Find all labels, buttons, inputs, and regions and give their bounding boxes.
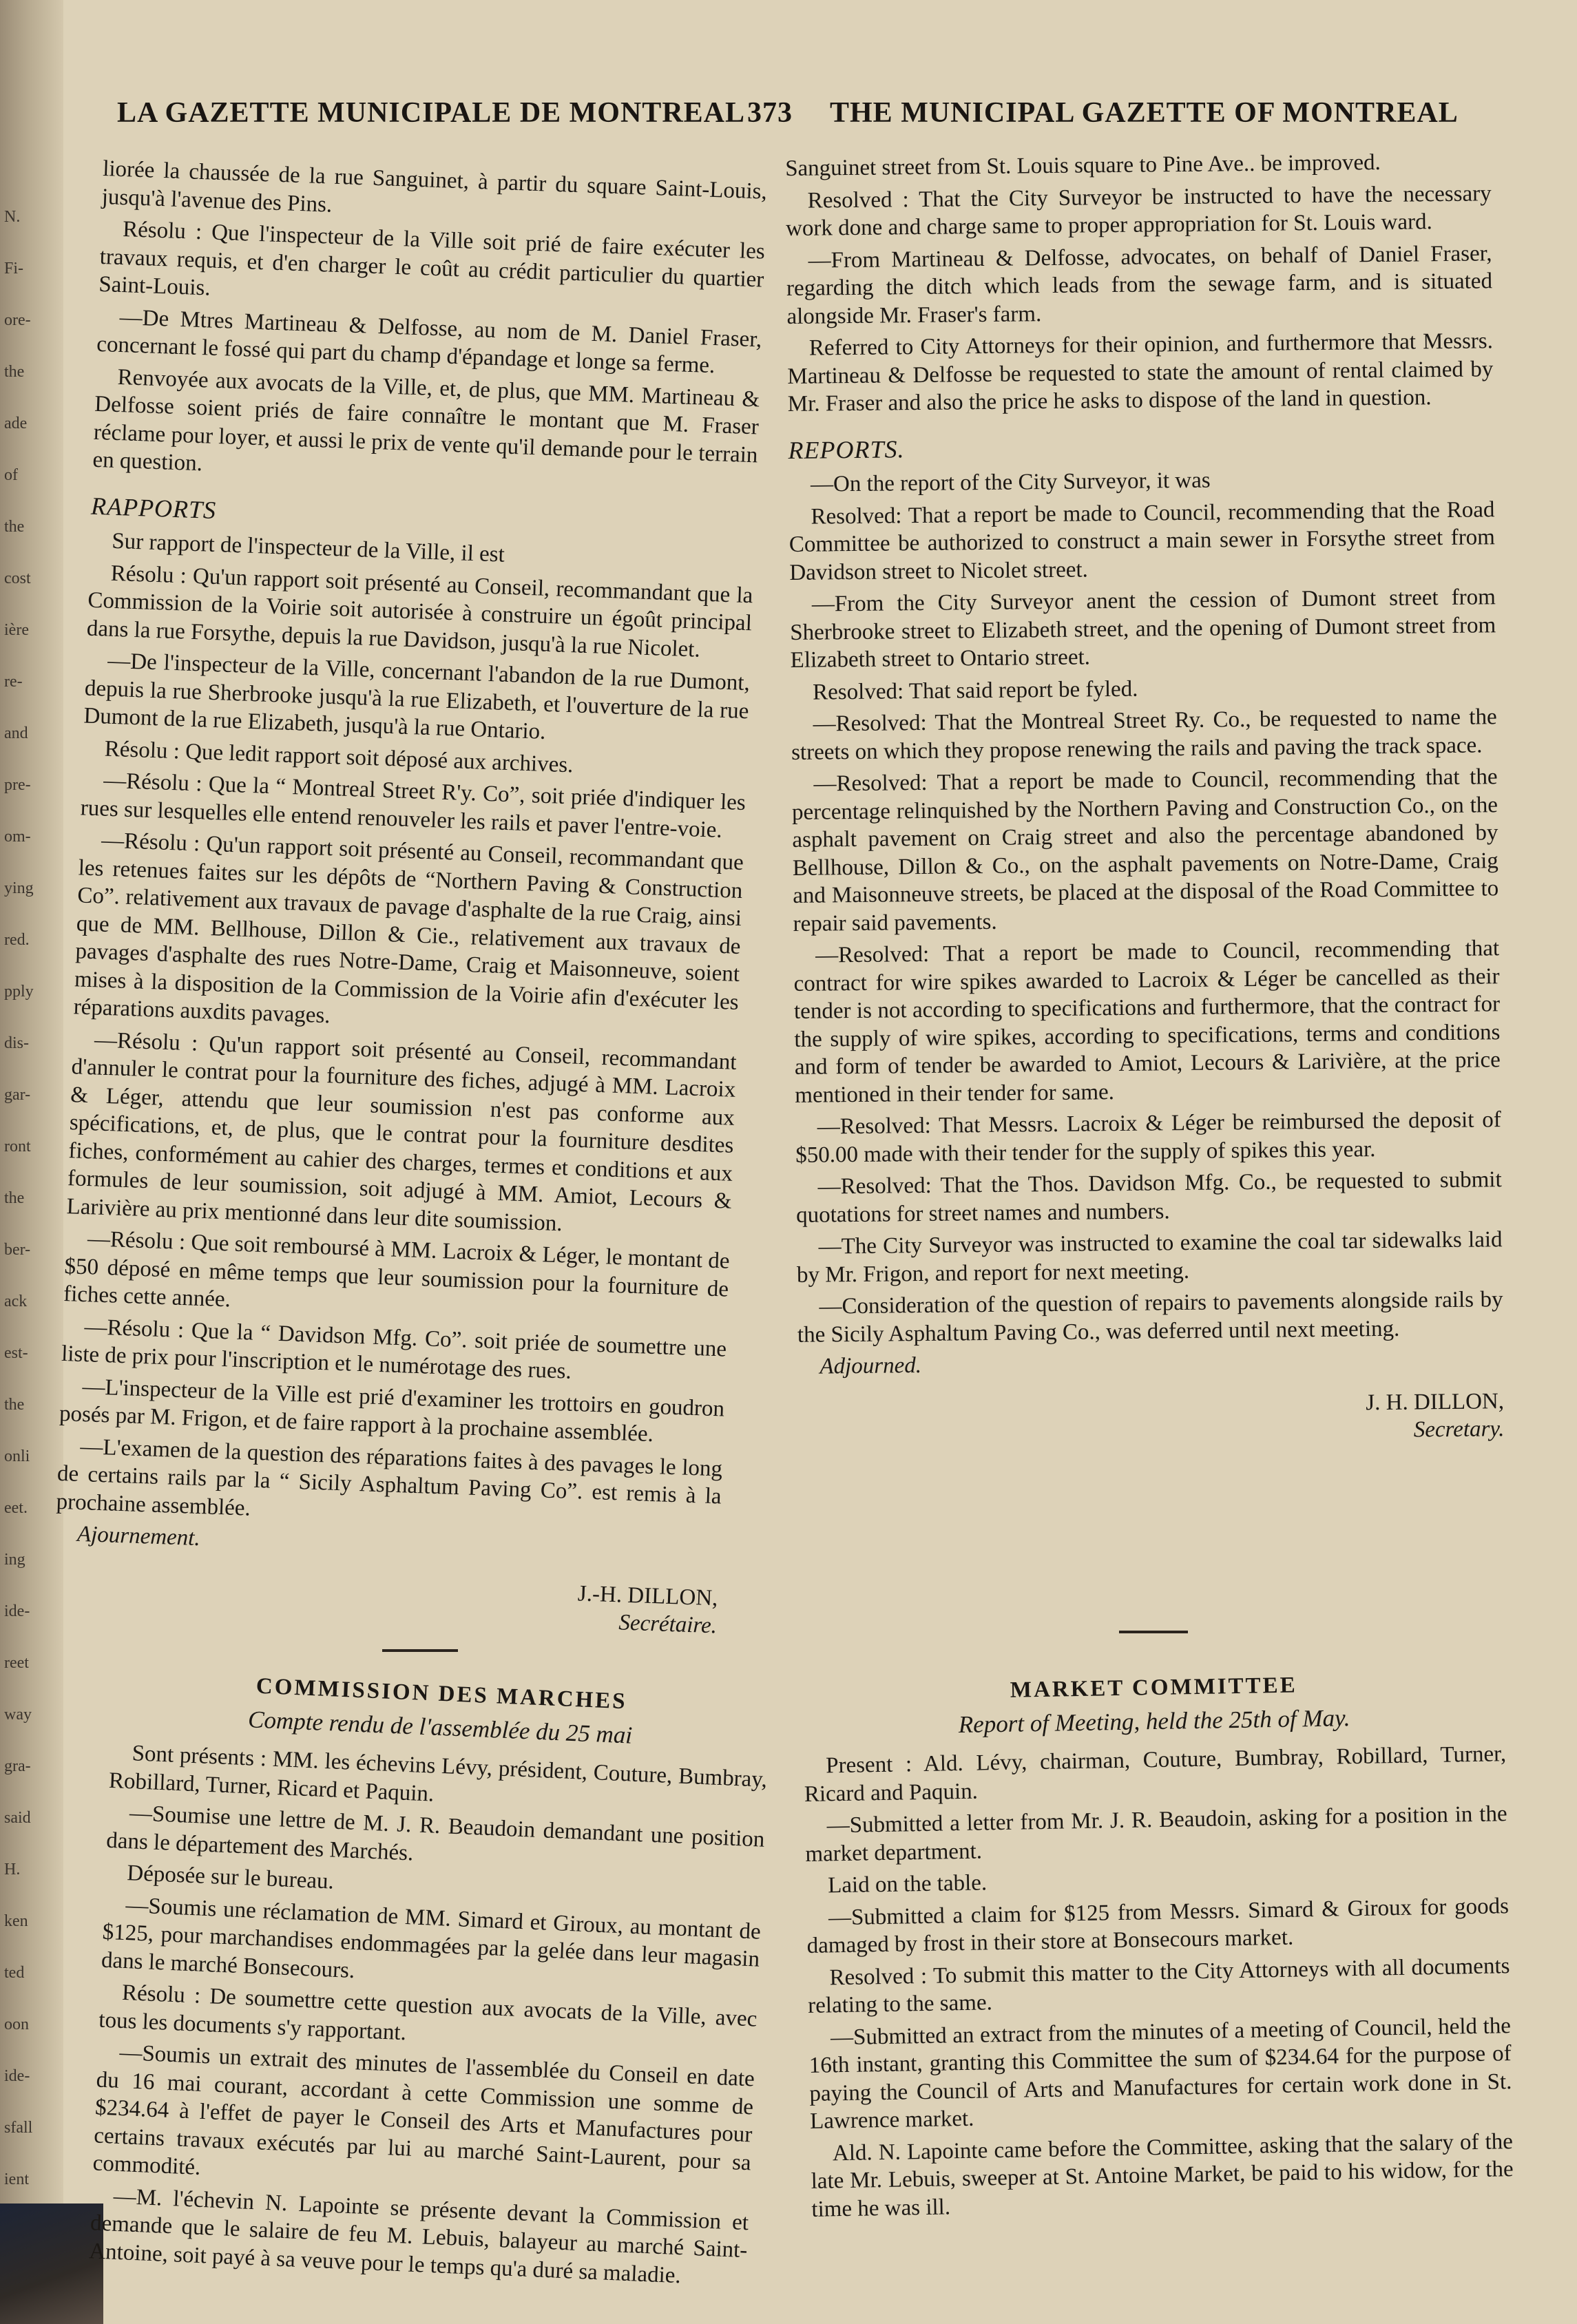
margin-fragment: of <box>4 466 18 484</box>
paragraph: Renvoyée aux avocats de la Ville, et, de plus, que MM. Martineau & Delfosse soient priés de faire connaître le montant que M. Fraser réclame pour loyer, et aussi le prix de vente qu'il demande pour le terrain en question. <box>92 364 760 477</box>
paragraph: Résolu : Que ledit rapport soit déposé aux archives. <box>104 736 574 777</box>
french-minutes-column <box>52 155 768 1640</box>
paragraph: Résolu : Qu'un rapport soit présenté au Conseil, recommandant que la Commission de la Voirie soit autorisée à construire un égoût principal dans la rue Forsythe, depuis la rue Davidson, jusqu'à la rue Nicolet. <box>86 561 753 662</box>
paragraph: Ald. N. Lapointe came before the Committee, asking that the salary of the late Mr. Lebuis, sweeper at St. Antoine Market, be paid to his widow, for the time he was ill. <box>811 2128 1514 2222</box>
french-market-committee <box>88 1666 771 2296</box>
margin-fragment: ber- <box>4 1241 31 1259</box>
paragraph: —Résolu : Qu'un rapport soit présenté au Conseil, recommandant que les retenues faites sur les dépôts de “Northern Paving & Construction Co”. relativement aux travaux de pavage d'asphalte de la rue Craig, ainsi que de MM. Bellhouse, Dillon & Cie., relativement aux travaux de pavages d'asphalte des rues Notre-Dame, Craig et Maisonneuve, soient mises à la disposition de la Commission de la Voirie afin d'exécuter les réparations auxdits pavages. <box>73 828 744 1029</box>
section-title-rapports: RAPPORTS <box>90 492 217 524</box>
margin-fragment: the <box>4 518 25 536</box>
margin-fragment: Fi- <box>4 260 24 278</box>
margin-fragment: N. <box>4 208 21 226</box>
margin-fragment: gra- <box>4 1757 31 1775</box>
margin-fragment: re- <box>4 673 23 691</box>
paragraph: —De l'inspecteur de la Ville, concernant l'abandon de la rue Dumont, depuis la rue Sherbrooke jusqu'à la rue Elizabeth, et l'ouverture de la rue Dumont de la rue Elizabeth, jusqu'à la rue Ontario. <box>83 648 751 744</box>
margin-fragment: ade <box>4 415 28 432</box>
paragraph: Present : Ald. Lévy, chairman, Couture, Bumbray, Robillard, Turner, Ricard and Paquin. <box>804 1741 1507 1807</box>
paragraph: —Resolved: That the Thos. Davidson Mfg. Co., be requested to submit quotations for street names and numbers. <box>795 1167 1502 1228</box>
margin-fragment: ière <box>4 621 29 639</box>
paragraph: —Resolved: That a report be made to Council, recommending that the percentage relinquished by the Northern Paving and Construction Co., on the asphalt pavement on Craig street and also the percentage abandoned by Bellhouse, Dillon & Co., on the asphalt pavements on Notre-Dame, Craig and Maisonneuve streets, be placed at the disposal of the Road Committee to repair said pavements. <box>791 764 1499 936</box>
page-header <box>110 96 1459 138</box>
margin-fragment: eet. <box>4 1499 28 1517</box>
margin-fragment: ide- <box>4 2067 30 2085</box>
paragraph: —Resolved: That the Montreal Street Ry. Co., be requested to name the streets on which they propose renewing the rails and paving the track space. <box>791 704 1497 765</box>
paragraph: —From Martineau & Delfosse, advocates, on behalf of Daniel Fraser, regarding the ditch which leads from the sewage farm, and is situated alongside Mr. Fraser's farm. <box>786 240 1493 329</box>
margin-fragment: pply <box>4 983 34 1001</box>
margin-fragment: reet <box>4 1654 29 1672</box>
signature-name: J. H. DILLON, <box>1366 1388 1505 1415</box>
section-divider-left <box>382 1649 458 1652</box>
english-market-committee <box>802 1668 1514 2228</box>
margin-fragment: way <box>4 1706 32 1724</box>
margin-fragment: said <box>4 1809 31 1827</box>
paragraph: Déposée sur le bureau. <box>126 1861 335 1894</box>
page-number: 373 <box>747 97 793 129</box>
margin-fragment: the <box>4 1189 25 1207</box>
paragraph: —M. l'échevin N. Lapointe se présente devant la Commission et demande que le salaire de feu M. Lebuis, balayeur au marché Saint-Antoine, soit payé à sa veuve pour le temps qu'a duré sa maladie. <box>88 2184 749 2288</box>
paragraph: Sur rapport de l'inspecteur de la Ville, il est <box>111 528 505 567</box>
english-minutes-column <box>785 147 1505 1450</box>
paragraph: Resolved: That said report be fyled. <box>812 676 1138 705</box>
paragraph: —Résolu : Que soit remboursé à MM. Lacroix & Léger, le montant de $50 déposé en même temps que leur soumission pour la fourniture de fiches cette année. <box>63 1226 731 1312</box>
paragraph: liorée la chaussée de la rue Sanguinet, à partir du square Saint-Louis, jusqu'à l'avenue des Pins. <box>101 156 768 218</box>
margin-fragment: ack <box>4 1292 28 1310</box>
margin-fragment: H. <box>4 1861 21 1878</box>
margin-fragment: onli <box>4 1447 30 1465</box>
paragraph: Laid on the table. <box>827 1870 988 1898</box>
market-committee-subtitle: Report of Meeting, held the 25th of May. <box>958 1704 1350 1738</box>
margin-fragment: ide- <box>4 1602 30 1620</box>
margin-fragment: the <box>4 1396 25 1414</box>
margin-fragment: cost <box>4 569 31 587</box>
market-committee-subtitle: Compte rendu de l'assemblée du 25 mai <box>247 1705 633 1749</box>
margin-fragment: om- <box>4 828 31 846</box>
signature-role: Secrétaire. <box>618 1610 718 1639</box>
header-french-title: LA GAZETTE MUNICIPALE DE MONTREAL <box>117 97 746 129</box>
margin-fragment: oon <box>4 2016 29 2033</box>
paragraph: —Soumis un extrait des minutes de l'assemblée du Conseil en date du 16 mai courant, accordant à cette Commission une somme de $234.64 à l'effet de payer le Conseil des Arts et Manufactures pour certains travaux exécutés par lui au marché Saint-Laurent, pour sa commodité. <box>92 2040 755 2180</box>
market-committee-title: MARKET COMMITTEE <box>1010 1673 1297 1703</box>
margin-fragment: ient <box>4 2170 29 2188</box>
paragraph: —The City Surveyor was instructed to examine the coal tar sidewalks laid by Mr. Frigon, and report for next meeting. <box>796 1227 1503 1288</box>
adjourned-note: Ajournement. <box>76 1521 201 1551</box>
section-title-reports: REPORTS. <box>788 435 905 464</box>
market-committee-title: COMMISSION DES MARCHES <box>255 1673 628 1715</box>
paragraph: Resolved : To submit this matter to the City Attorneys with all documents relating to the same. <box>807 1953 1510 2018</box>
paragraph: —Résolu : Que la “ Montreal Street R'y. Co”, soit priée d'indiquer les rues sur lesquelles elle entend renouveler les rails et paver l'entre-voie. <box>80 768 746 843</box>
paragraph: —Résolu : Que la “ Davidson Mfg. Co”. soit priée de soumettre une liste de prix pour l'inscription et le numérotage des rues. <box>61 1314 727 1384</box>
adjourned-note: Adjourned. <box>819 1353 922 1379</box>
paragraph: —L'inspecteur de la Ville est prié d'examiner les trottoirs en goudron posés par M. Frigon, et de faire rapport à la prochaine assemblée. <box>59 1374 725 1447</box>
margin-fragment: and <box>4 724 28 742</box>
paragraph: —Submitted an extract from the minutes of a meeting of Council, held the 16th instant, granting this Committee the sum of $234.64 for the purpose of paying the Council of Arts and Manufactures for certain work done in St. Lawrence market. <box>808 2013 1512 2134</box>
margin-fragment: ing <box>4 1551 25 1569</box>
paragraph: —From the City Surveyor anent the cession of Dumont street from Sherbrooke street to Elizabeth street, and the opening of Dumont street from Elizabeth street to Ontario street. <box>790 585 1496 673</box>
paragraph: —On the report of the City Surveyor, it was <box>810 468 1211 497</box>
paragraph: Résolu : De soumettre cette question aux avocats de la Ville, avec tous les documents s'y rapportant. <box>98 1980 758 2045</box>
paragraph: Sanguinet street from St. Louis square to Pine Ave.. be improved. <box>785 149 1381 181</box>
binding-shadow <box>0 2203 103 2324</box>
margin-fragment: ront <box>4 1138 31 1155</box>
margin-fragment: the <box>4 363 25 381</box>
margin-fragment: dis- <box>4 1034 29 1052</box>
paragraph: Sont présents : MM. les échevins Lévy, président, Couture, Bumbray, Robillard, Turner, Ricard et Paquin. <box>108 1741 768 1807</box>
margin-fragment: ore- <box>4 311 31 329</box>
paragraph: Résolu : Que l'inspecteur de la Ville soit prié de faire exécuter les travaux requis, et d'en charger le coût au crédit particulier du quartier Saint-Louis. <box>98 217 766 301</box>
paragraph: Resolved : That the City Surveyor be instructed to have the necessary work done and charge same to proper appropriation for St. Louis ward. <box>785 180 1492 241</box>
margin-fragment: sfall <box>4 2119 33 2137</box>
margin-fragment: ying <box>4 879 34 897</box>
header-english-title: THE MUNICIPAL GAZETTE OF MONTREAL <box>830 97 1459 129</box>
paragraph: —Resolved: That a report be made to Council, recommending that contract for wire spikes awarded to Lacroix & Léger be cancelled as their tender is not according to specifications and furthermore, that the contract for the supply of wire spikes, according to specifications, terms and conditions and form of tender be awarded to Amiot, Lecours & Larivière, at the price mentioned in their tender for same. <box>793 936 1501 1108</box>
paragraph: —Submitted a claim for $125 from Messrs. Simard & Giroux for goods damaged by frost in their store at Bonsecours market. <box>806 1893 1510 1958</box>
margin-fragment: red. <box>4 931 30 949</box>
paragraph: Resolved: That a report be made to Council, recommending that the Road Committee be authorized to construct a main sewer in Forsythe street from Davidson street to Nicolet street. <box>788 496 1496 585</box>
margin-fragment: gar- <box>4 1086 31 1104</box>
paragraph: —Consideration of the question of repairs to pavements alongside rails by the Sicily Asphaltum Paving Co., was deferred until next meeting. <box>797 1287 1503 1348</box>
paragraph: —Resolved: That Messrs. Lacroix & Léger be reimbursed the deposit of $50.00 made with their tender for the supply of spikes this year. <box>795 1107 1501 1168</box>
paragraph: —Soumise une lettre de M. J. R. Beaudoin demandant une position dans le département des Marchés. <box>105 1801 766 1865</box>
paragraph: —De Mtres Martineau & Delfosse, au nom de M. Daniel Fraser, concernant le fossé qui part du champ d'épandage et longe sa ferme. <box>96 304 762 379</box>
paragraph: —L'examen de la question des réparations faites à des pavages le long de certains rails par la “ Sicily Asphaltum Paving Co”. est remis à la prochaine assemblée. <box>56 1434 723 1521</box>
paragraph: Referred to City Attorneys for their opinion, and furthermore that Messrs. Martineau & Delfosse be requested to state the amount of rental claimed by Mr. Fraser and also the price he asks to dispose of the land in question. <box>787 328 1494 417</box>
paragraph: —Résolu : Qu'un rapport soit présenté au Conseil, recommandant d'annuler le contrat pour la fourniture des fiches, adjugé à MM. Lacroix & Léger, attendu que leur soumission n'est pas conforme aux spécifications, et, de plus, que le contrat pour la fourniture desdites fiches, conformément au cahier des charges, termes et conditions et aux formules de leur soumission, soit adjugé à MM. Amiot, Lecours & Larivière au prix mentionné dans leur dite soumission. <box>66 1027 738 1236</box>
signature-name: J.-H. DILLON, <box>577 1580 719 1611</box>
margin-fragment: ted <box>4 1964 25 1982</box>
margin-fragment: pre- <box>4 776 31 794</box>
paragraph: —Submitted a letter from Mr. J. R. Beaudoin, asking for a position in the market department. <box>805 1801 1507 1867</box>
margin-fragment: ken <box>4 1912 28 1930</box>
signature-role: Secretary. <box>1413 1416 1505 1443</box>
section-divider-right <box>1119 1631 1188 1633</box>
margin-fragment: est- <box>4 1344 28 1362</box>
paragraph: —Soumis une réclamation de MM. Simard et Giroux, au montant de $125, pour marchandises endommagées par la gelée dans leur magasin dans le marché Bonsecours. <box>101 1892 762 1983</box>
